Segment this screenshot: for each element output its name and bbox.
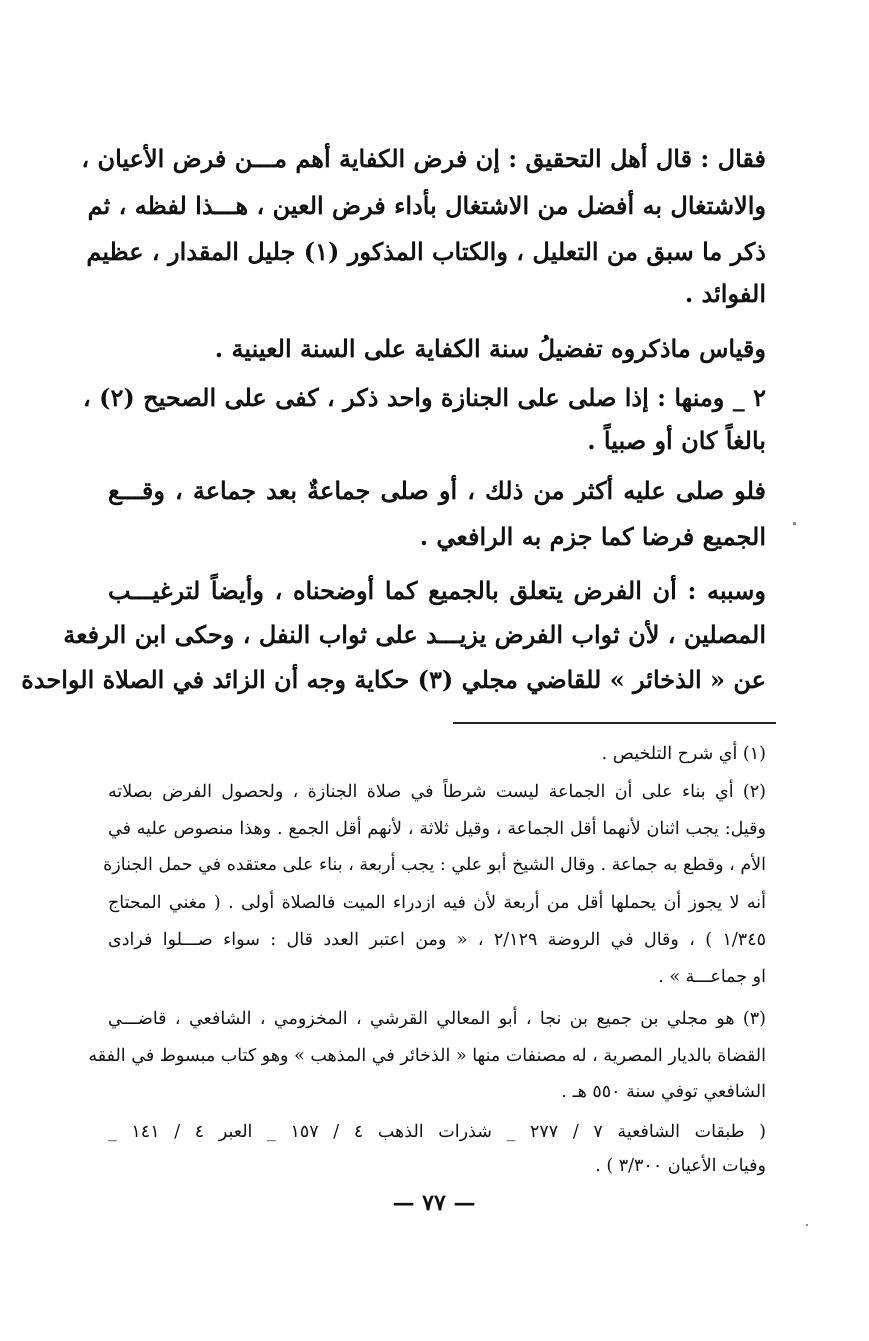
footnote-line: ( طبقات الشافعية ٧ / ٢٧٧ _ شذرات الذهب ٤ / ١٥٧ _ العبر ٤ / ١٤١ _ <box>108 1122 767 1142</box>
body-line: فقال : قال أهل التحقيق : إن فرض الكفاية أهم مـــن فرض الأعيان ، <box>81 144 766 173</box>
body-line: الفوائد . <box>684 279 766 308</box>
body-line: بالغاً كان أو صبياً . <box>587 426 766 455</box>
footnote-line: القضاة بالديار المصرية ، له مصنفات منها « الذخائر في المذهب » وهو كتاب مبسوط في الفقه <box>88 1046 766 1066</box>
footnote-line: ١/٣٤٥ ) ، وقال في الروضة ٢/١٢٩ ، « ومن اعتبر العدد قال : سواء صـــلوا فرادى <box>108 930 766 950</box>
footnote-line: الشافعي توفي سنة ٥٥٠ هـ . <box>561 1082 766 1102</box>
body-line: الجميع فرضا كما جزم به الرافعي . <box>419 522 766 551</box>
body-line: فلو صلى عليه أكثر من ذلك ، أو صلى جماعةٌ بعد جماعة ، وقـــع <box>108 476 766 505</box>
footnote-line: وفيات الأعيان ٣/٣٠٠ ) . <box>595 1156 766 1176</box>
page-number: — ٧٧ — <box>392 1190 476 1216</box>
body-line: المصلين ، لأن ثواب الفرض يزيـــد على ثواب النفل ، وحكى ابن الرفعة <box>63 620 766 649</box>
footnote-line: او جماعـــة » . <box>658 967 766 987</box>
body-line: وقياس ماذكروه تفضيلُ سنة الكفاية على السنة العينية . <box>214 334 766 363</box>
footnote-separator <box>453 722 776 724</box>
body-line: والاشتغال به أفضل من الاشتغال بأداء فرض العين ، هـــذا لفظه ، ثم <box>87 191 766 220</box>
footnote-line: (١) أي شرح التلخيص . <box>601 744 766 764</box>
body-line: ذكر ما سبق من التعليل ، والكتاب المذكور (١) جليل المقدار ، عظيم <box>86 237 766 266</box>
body-line: ٢ _ ومنها : إذا صلى على الجنازة واحد ذكر ، كفى على الصحيح (٢) ، <box>83 383 766 412</box>
footnote-line: الأم ، وقطع به جماعة . وقال الشيخ أبو علي : يجب أربعة ، بناء على معتقده في حمل الجنازة <box>103 855 766 875</box>
footnote-line: (٣) هو مجلي بن جميع بن نجا ، أبو المعالي القرشي ، المخزومي ، الشافعي ، قاضـــي <box>108 1009 766 1029</box>
footnote-line: وقيل: يجب اثنان لأنهما أقل الجماعة ، وقيل ثلاثة ، لأنهم أقل الجمع . وهذا منصوص عليه في <box>108 819 766 839</box>
body-line: عن « الذخائر » للقاضي مجلي (٣) حكاية وجه أن الزائد في الصلاة الواحدة <box>21 665 766 694</box>
scan-speck <box>806 1224 808 1226</box>
footnote-line: أنه لا يجوز أن يحملها أقل من أربعة لأن فيه ازدراء الميت فالصلاة أولى . ( مغني المحتاج <box>108 893 766 913</box>
footnote-line: (٢) أي بناء على أن الجماعة ليست شرطاً في صلاة الجنازة ، ولحصول الفرض بصلاته <box>108 782 766 802</box>
scan-speck <box>793 522 796 525</box>
body-line: وسببه : أن الفرض يتعلق بالجميع كما أوضحناه ، وأيضاً لترغيـــب <box>108 576 766 605</box>
